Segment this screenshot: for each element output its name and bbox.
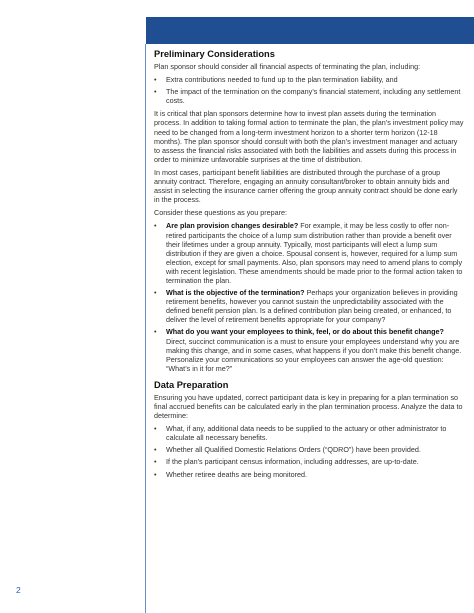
list-item: • What, if any, additional data needs to be supplied to the actuary or other administrator to calculate all necessary benefits. [154,424,465,442]
vertical-rule [145,44,146,613]
list-item: • Whether retiree deaths are being monitored. [154,470,465,479]
list-item [154,327,465,372]
answer-text: Perhaps your organization believes in providing retirement benefits, however you cannot sustain the unpredictability associated with the defined benefit pension plan. Is a defined contribution plan being created, or enhanced, to deliver the level of retirement benefits appropriate for your company? [166,288,458,325]
answer-text: Direct, succinct communication is a must to ensure your employees understand why you are making this change, and in some cases, what happens if you don’t make this benefit change. Personalize your communications so your employees can answer the age-old question: “What’s in it for me?” [166,336,462,373]
paragraph: Consider these questions as you prepare: [154,208,288,218]
list-item: • The impact of the termination on the company’s financial statement, including any settlement costs. [154,87,465,105]
header-band [146,17,474,44]
question-text: What is the objective of the termination? [166,288,305,298]
section-heading-preliminary: Preliminary Considerations [154,49,275,59]
paragraph: Plan sponsor should consider all financial aspects of terminating the plan, including: [154,62,421,71]
paragraph: Ensuring you have updated, correct participant data is key in preparing for a plan termination so final accrued benefits can be calculated early in the plan termination process. Analyze the data to determine: [154,392,463,421]
question-text: What do you want your employees to think, feel, or do about this benefit change? [166,327,444,337]
question-text: Are plan provision changes desirable? [166,221,299,231]
page-number: 2 [16,585,21,595]
list-item [154,221,465,285]
list-item: • Extra contributions needed to fund up to the plan termination liability, and [154,75,465,84]
paragraph: It is critical that plan sponsors determine how to invest plan assets during the termination process. In addition to taking formal action to terminate the plan, the plan’s investment policy may need to be changed from a long-term investment horizon to a shorter term horizon (12-18 months). The plan sponsor should consult with both the plan’s investment manager and actuary to assess the financial risks associated with both the liabilities and assets during this process in order to minimize unfavorable surprises at the time of distribution. [154,109,464,164]
answer-text: For example, it may be less costly to offer non-retired participants the choice of a lump sum distribution rather than provide a benefit over their lifetimes under a group annuity. Typically, most participants will elect a lump sum distribution if they are given a choice. Spousal consent is, however, required for a lump sum election, except for small payments. Also, plan sponsors may need to amend plans to comply with recent legislation. These amendments should be made prior to the formal action taken to termination the plan. [166,221,463,285]
question-list [154,221,465,373]
page-content [154,49,465,483]
bullet-list [154,424,465,478]
bullet-list [154,75,465,105]
list-item [154,288,465,324]
list-item: • Whether all Qualified Domestic Relations Orders (“QDRO”) have been provided. [154,445,465,454]
list-item: • If the plan’s participant census information, including addresses, are up-to-date. [154,457,465,466]
paragraph: In most cases, participant benefit liabilities are distributed through the purchase of a group annuity contract. Therefore, engaging an annuity consultant/broker to obtain annuity bids and assist in selecting the insurance carrier offering the group annuity contract should be done early in the process. [154,167,458,205]
section-heading-data-preparation: Data Preparation [154,379,229,390]
